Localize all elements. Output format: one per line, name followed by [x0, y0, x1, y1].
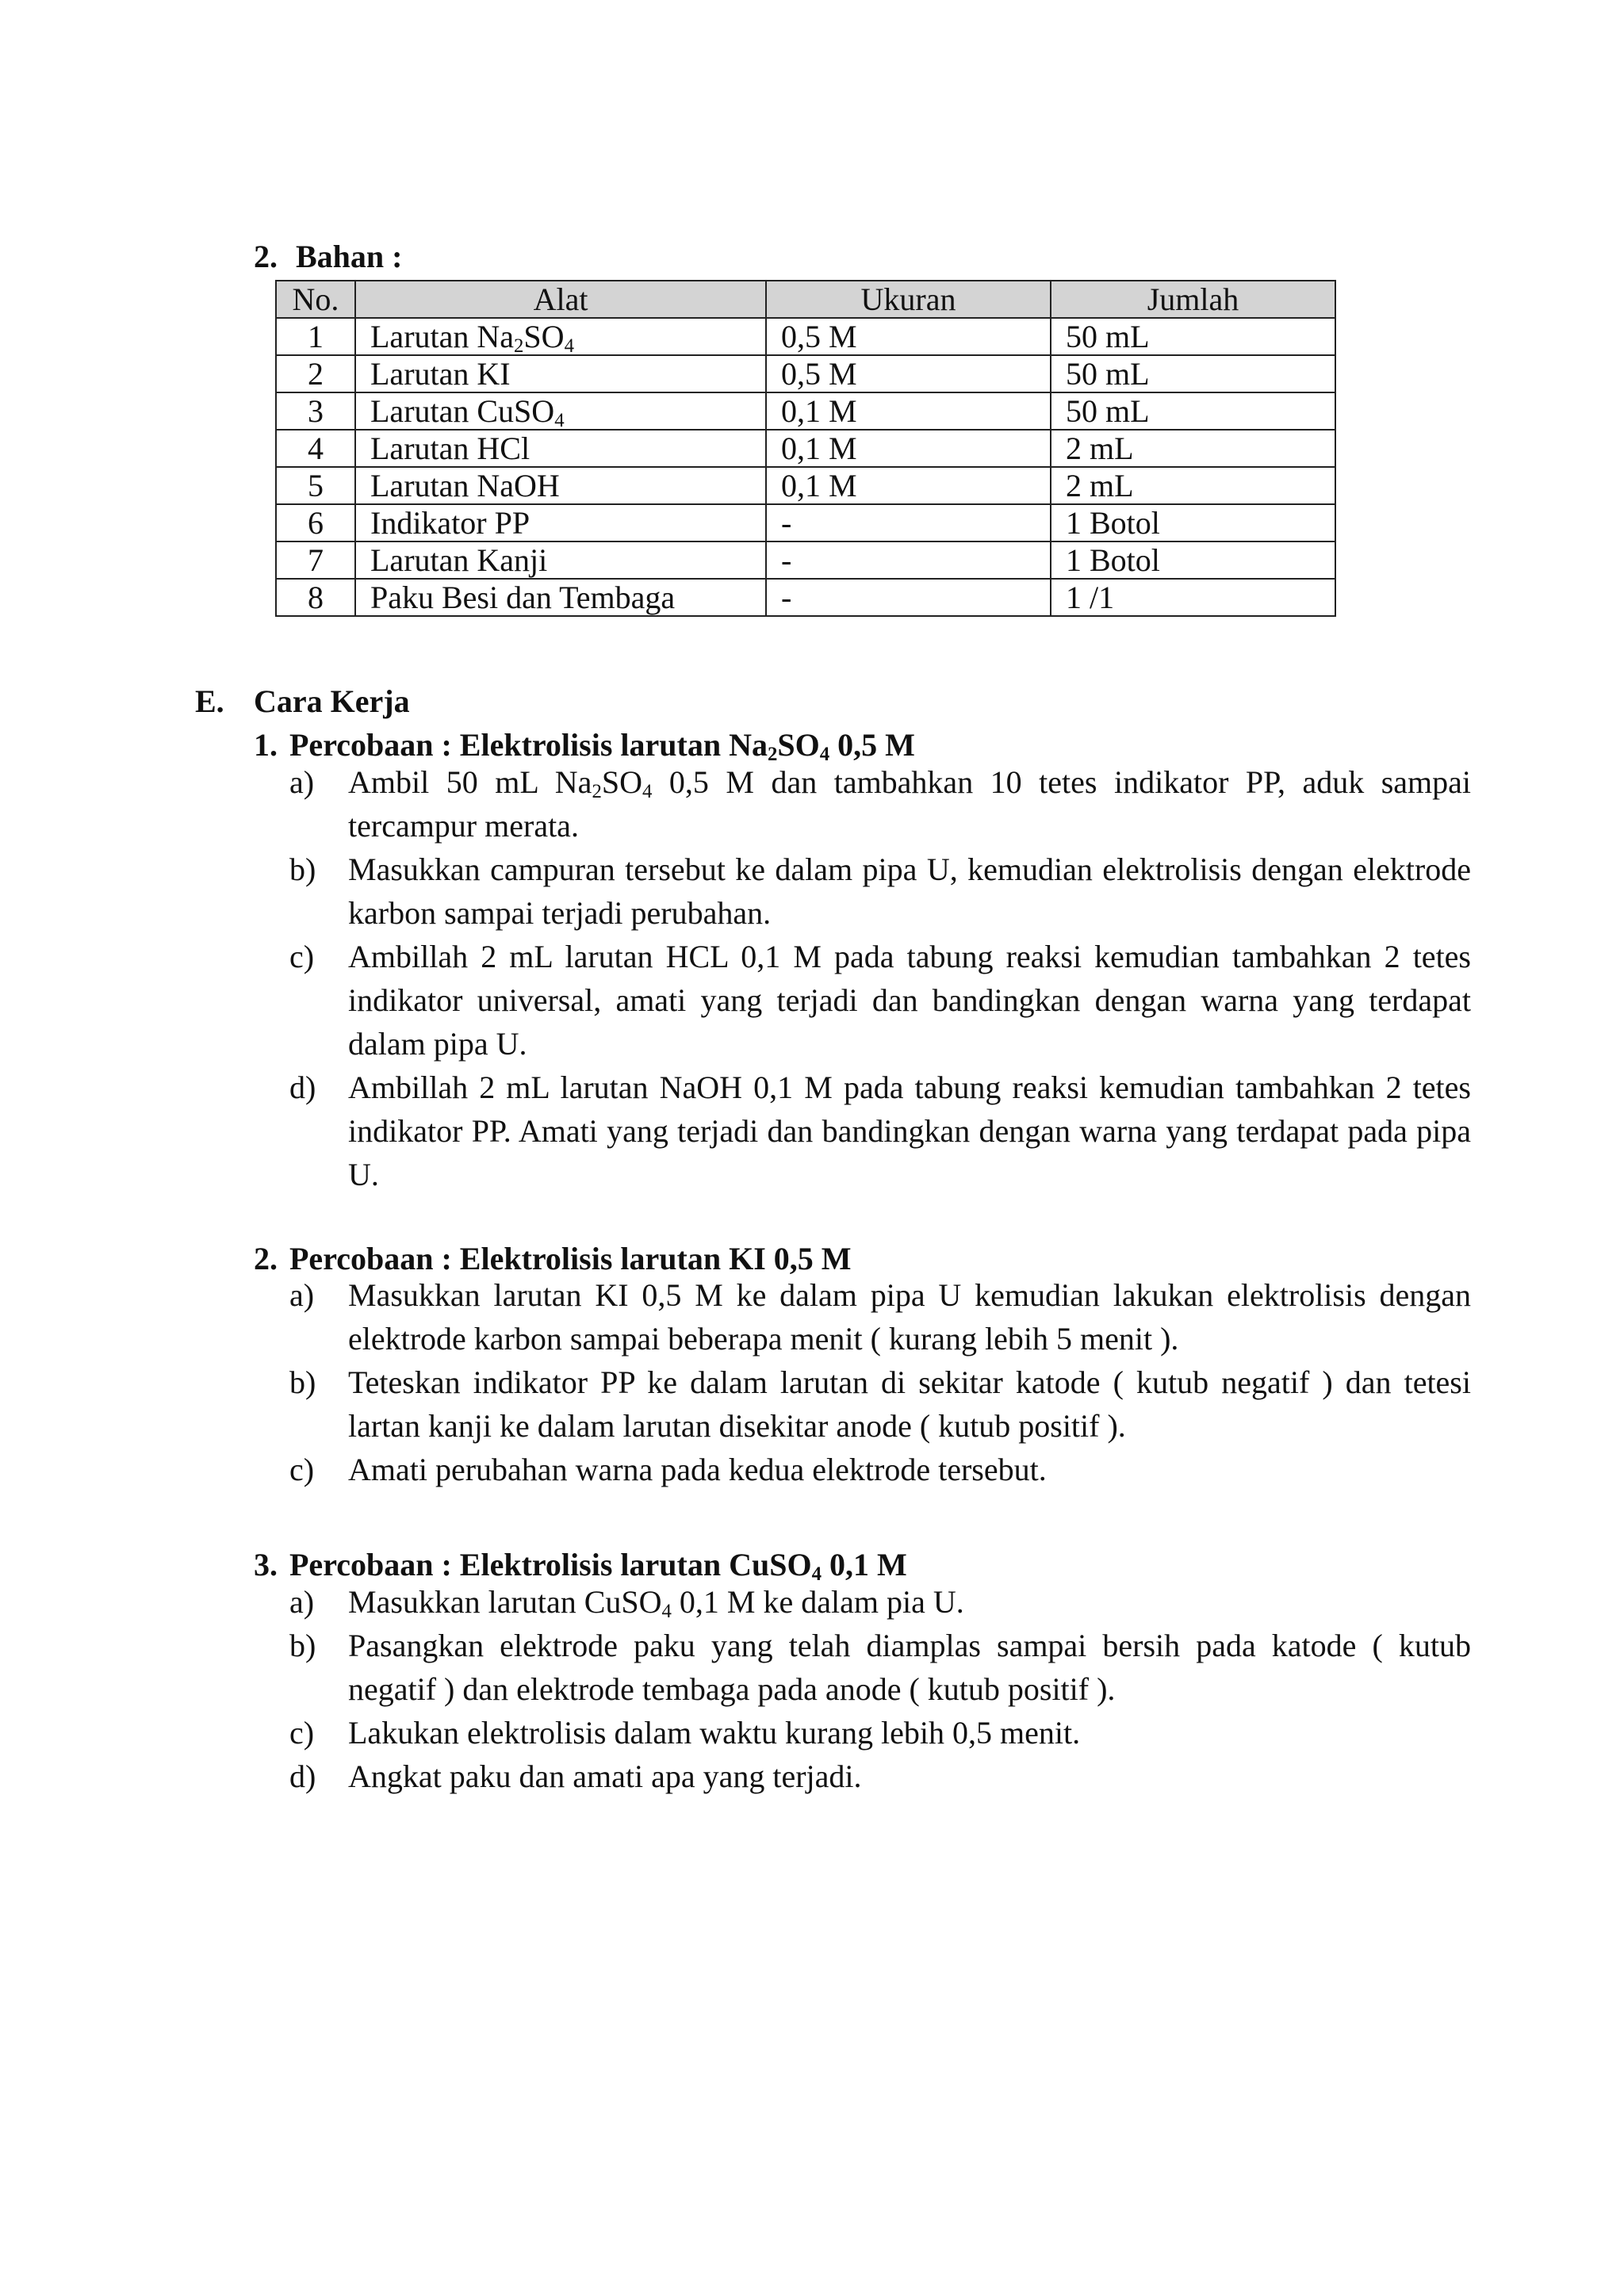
step-label: c) [289, 1715, 315, 1751]
bahan-number: 2. [254, 239, 278, 274]
exp1-number: 1. [254, 727, 278, 763]
header-no: No. [276, 281, 355, 318]
step-text: Angkat paku dan amati apa yang terjadi. [348, 1758, 862, 1794]
step-label: c) [289, 1452, 315, 1487]
list-item [289, 935, 1471, 1066]
step-label: a) [289, 1584, 315, 1620]
step-text: Masukkan larutan KI 0,5 M ke dalam pipa U kemudian lakukan elektrolisis dengan elektrode karbon sampai beberapa menit ( kurang lebih 5 menit ). [348, 1277, 1471, 1357]
table-row [276, 579, 1335, 616]
list-item [289, 1066, 1471, 1196]
step-text: Teteskan indikator PP ke dalam larutan di sekitar katode ( kutub negatif ) dan tetesi lartan kanji ke dalam larutan disekitar anode ( kutub positif ). [348, 1364, 1471, 1444]
list-item [289, 1624, 1471, 1711]
section-e-letter: E. [195, 683, 224, 719]
step-text: Masukkan larutan CuSO$_4$ 0,1 M ke dalam pia U. [348, 1584, 964, 1623]
step-label: b) [289, 1628, 316, 1663]
step-text: Pasangkan elektrode paku yang telah diamplas sampai bersih pada katode ( kutub negatif ) dan elektrode tembaga pada anode ( kutub positif ). [348, 1628, 1471, 1707]
cell-jumlah: 50 mL [1051, 392, 1335, 430]
cell-jumlah: 2 mL [1051, 430, 1335, 467]
exp3-heading [254, 1546, 907, 1584]
cell-alat: Paku Besi dan Tembaga [355, 579, 766, 616]
list-item [289, 848, 1471, 935]
list-item [289, 1755, 1471, 1798]
step-label: b) [289, 1364, 316, 1400]
step-label: b) [289, 851, 316, 887]
list-item [289, 1711, 1471, 1755]
cell-jumlah: 1 Botol [1051, 504, 1335, 541]
cell-ukuran: 0,5 M [766, 318, 1051, 355]
exp3-title: Percobaan : Elektrolisis larutan CuSO$_4$ 0,1 M [289, 1547, 907, 1586]
bahan-heading [254, 238, 403, 276]
list-item [289, 760, 1471, 848]
list-item [289, 1448, 1471, 1491]
exp2-heading [254, 1240, 852, 1278]
cell-no: 1 [276, 318, 355, 355]
list-item [289, 1580, 1471, 1624]
section-e-heading [195, 683, 410, 721]
cell-jumlah: 1 Botol [1051, 541, 1335, 579]
bahan-table [275, 280, 1336, 617]
step-label: a) [289, 1277, 315, 1313]
cell-ukuran: - [766, 579, 1051, 616]
step-text: Lakukan elektrolisis dalam waktu kurang lebih 0,5 menit. [348, 1715, 1081, 1751]
cell-alat: Larutan $Na_2SO_4$ [355, 318, 766, 355]
list-item [289, 1360, 1471, 1448]
header-alat: Alat [355, 281, 766, 318]
step-text: Ambil 50 mL $Na_2SO_4$ 0,5 M dan tambahkan 10 tetes indikator PP, aduk sampai tercampur merata. [348, 764, 1472, 844]
cell-no: 4 [276, 430, 355, 467]
table-header-row [276, 281, 1335, 318]
step-text: Amati perubahan warna pada kedua elektrode tersebut. [348, 1452, 1047, 1487]
step-label: d) [289, 1070, 316, 1105]
table-row [276, 504, 1335, 541]
cell-no: 3 [276, 392, 355, 430]
exp2-steps [289, 1273, 1471, 1491]
header-ukuran: Ukuran [766, 281, 1051, 318]
cell-ukuran: 0,1 M [766, 392, 1051, 430]
step-text: Masukkan campuran tersebut ke dalam pipa U, kemudian elektrolisis dengan elektrode karbon sampai terjadi perubahan. [348, 851, 1471, 931]
cell-no: 8 [276, 579, 355, 616]
exp3-steps [289, 1580, 1471, 1798]
cell-no: 5 [276, 467, 355, 504]
exp1-heading [254, 726, 915, 764]
cell-alat: Larutan Kanji [355, 541, 766, 579]
bahan-title: Bahan : [296, 239, 403, 274]
cell-ukuran: - [766, 504, 1051, 541]
cell-no: 6 [276, 504, 355, 541]
step-text: Ambillah 2 mL larutan NaOH 0,1 M pada tabung reaksi kemudian tambahkan 2 tetes indikator PP. Amati yang terjadi dan bandingkan dengan warna yang terdapat pada pipa U. [348, 1070, 1471, 1192]
cell-alat: Larutan NaOH [355, 467, 766, 504]
cell-jumlah: 50 mL [1051, 318, 1335, 355]
cell-alat: Larutan HCl [355, 430, 766, 467]
step-label: a) [289, 764, 315, 800]
table-row [276, 541, 1335, 579]
table-row [276, 467, 1335, 504]
exp3-number: 3. [254, 1547, 278, 1582]
step-label: d) [289, 1758, 316, 1794]
cell-jumlah: 1 /1 [1051, 579, 1335, 616]
step-label: c) [289, 939, 315, 974]
exp1-steps [289, 760, 1471, 1196]
cell-ukuran: 0,1 M [766, 467, 1051, 504]
header-jumlah: Jumlah [1051, 281, 1335, 318]
cell-no: 7 [276, 541, 355, 579]
cell-ukuran: 0,5 M [766, 355, 1051, 392]
cell-alat: Larutan KI [355, 355, 766, 392]
cell-ukuran: - [766, 541, 1051, 579]
section-e-title: Cara Kerja [254, 683, 410, 719]
table-row [276, 392, 1335, 430]
cell-ukuran: 0,1 M [766, 430, 1051, 467]
cell-no: 2 [276, 355, 355, 392]
exp2-title: Percobaan : Elektrolisis larutan KI 0,5 M [289, 1241, 852, 1276]
cell-jumlah: 2 mL [1051, 467, 1335, 504]
cell-alat: Indikator PP [355, 504, 766, 541]
exp2-number: 2. [254, 1241, 278, 1276]
list-item [289, 1273, 1471, 1360]
table-row [276, 318, 1335, 355]
cell-jumlah: 50 mL [1051, 355, 1335, 392]
table-row [276, 355, 1335, 392]
step-text: Ambillah 2 mL larutan HCL 0,1 M pada tabung reaksi kemudian tambahkan 2 tetes indikator universal, amati yang terjadi dan bandingkan dengan warna yang terdapat dalam pipa U. [348, 939, 1471, 1062]
table-row [276, 430, 1335, 467]
exp1-title: Percobaan : Elektrolisis larutan $Na_2SO_4$ 0,5 M [289, 727, 915, 766]
cell-alat: Larutan CuSO$_4$ [355, 392, 766, 430]
